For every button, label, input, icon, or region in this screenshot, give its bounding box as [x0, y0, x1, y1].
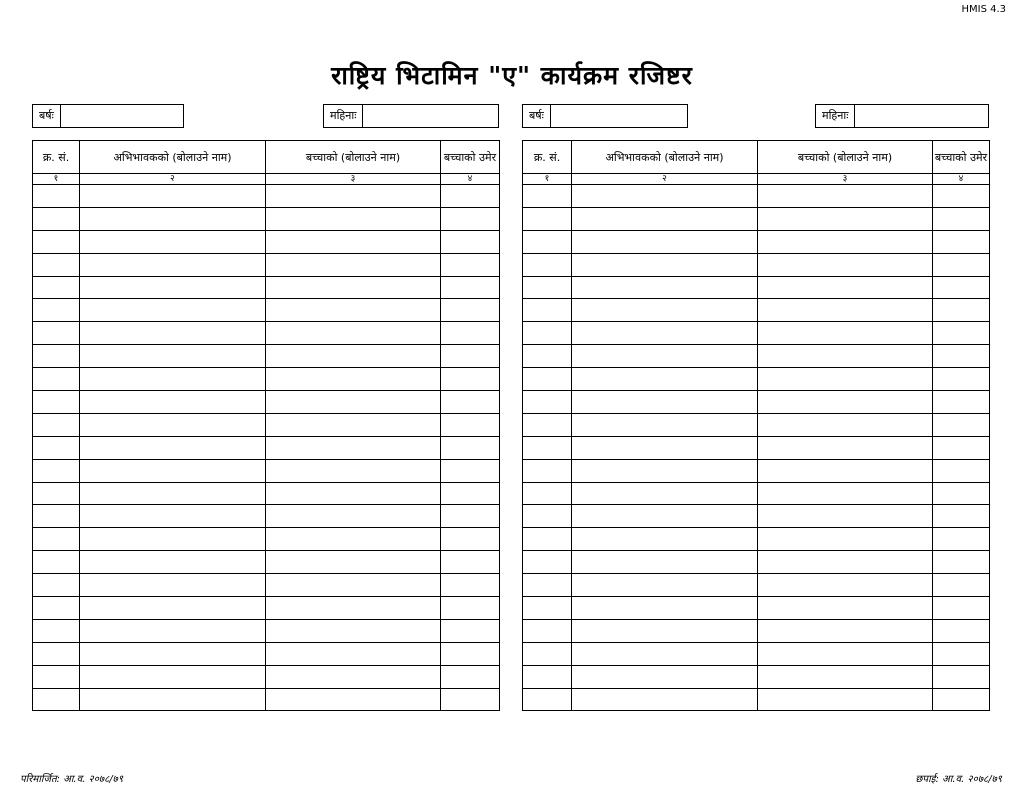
blank-cell[interactable]	[33, 574, 80, 597]
blank-cell[interactable]	[933, 528, 990, 551]
blank-cell[interactable]	[523, 482, 572, 505]
blank-cell[interactable]	[80, 368, 266, 391]
blank-cell[interactable]	[572, 299, 758, 322]
month-field	[815, 104, 989, 128]
blank-cell[interactable]	[758, 185, 933, 208]
blank-cell[interactable]	[266, 619, 441, 642]
blank-cell[interactable]	[758, 642, 933, 665]
table-row	[33, 230, 500, 253]
blank-cell[interactable]	[441, 207, 500, 230]
blank-cell[interactable]	[572, 436, 758, 459]
table-row	[33, 688, 500, 711]
blank-cell[interactable]	[80, 299, 266, 322]
blank-cell[interactable]	[572, 253, 758, 276]
blank-cell[interactable]	[572, 185, 758, 208]
blank-cell[interactable]	[933, 436, 990, 459]
blank-cell[interactable]	[266, 413, 441, 436]
blank-cell[interactable]	[80, 322, 266, 345]
blank-cell[interactable]	[572, 230, 758, 253]
blank-cell[interactable]	[758, 322, 933, 345]
month-label: महिनाः	[324, 105, 363, 127]
blank-cell[interactable]	[572, 688, 758, 711]
blank-cell[interactable]	[441, 299, 500, 322]
table-row	[523, 322, 990, 345]
table-row	[33, 299, 500, 322]
blank-cell[interactable]	[266, 207, 441, 230]
blank-cell[interactable]	[572, 574, 758, 597]
blank-cell[interactable]	[523, 436, 572, 459]
blank-cell[interactable]	[266, 574, 441, 597]
blank-cell[interactable]	[33, 391, 80, 414]
blank-cell[interactable]	[758, 505, 933, 528]
blank-cell[interactable]	[33, 619, 80, 642]
blank-cell[interactable]	[33, 505, 80, 528]
blank-cell[interactable]	[758, 253, 933, 276]
blank-cell[interactable]	[33, 368, 80, 391]
table-row	[33, 322, 500, 345]
blank-cell[interactable]	[266, 528, 441, 551]
blank-cell[interactable]	[758, 391, 933, 414]
table-row	[33, 528, 500, 551]
blank-cell[interactable]	[933, 551, 990, 574]
blank-cell[interactable]	[572, 276, 758, 299]
col-child-header: बच्चाको (बोलाउने नाम)	[758, 141, 933, 174]
table-row	[523, 207, 990, 230]
blank-cell[interactable]	[441, 391, 500, 414]
blank-cell[interactable]	[441, 459, 500, 482]
blank-cell[interactable]	[80, 413, 266, 436]
blank-cell[interactable]	[758, 597, 933, 620]
blank-cell[interactable]	[523, 574, 572, 597]
table-row	[33, 505, 500, 528]
table-row	[523, 413, 990, 436]
blank-cell[interactable]	[266, 505, 441, 528]
blank-cell[interactable]	[523, 688, 572, 711]
blank-cell[interactable]	[758, 528, 933, 551]
blank-cell[interactable]	[266, 253, 441, 276]
blank-cell[interactable]	[523, 391, 572, 414]
blank-cell[interactable]	[441, 276, 500, 299]
col-serial-header: क्र. सं.	[523, 141, 572, 174]
blank-cell[interactable]	[80, 436, 266, 459]
blank-cell[interactable]	[933, 253, 990, 276]
table-row	[523, 574, 990, 597]
table-row	[33, 391, 500, 414]
blank-cell[interactable]	[80, 528, 266, 551]
blank-cell[interactable]	[933, 345, 990, 368]
table-row	[33, 619, 500, 642]
year-label: बर्षः	[523, 105, 551, 127]
col-age-header: बच्चाको उमेर	[441, 141, 500, 174]
table-row	[33, 276, 500, 299]
blank-cell[interactable]	[80, 391, 266, 414]
register-table	[522, 140, 990, 711]
blank-cell[interactable]	[758, 688, 933, 711]
table-row	[33, 368, 500, 391]
printed-note: छपाई: आ.व. २०७८/७९	[915, 774, 1002, 785]
table-row	[33, 185, 500, 208]
blank-cell[interactable]	[80, 574, 266, 597]
blank-cell[interactable]	[758, 482, 933, 505]
blank-cell[interactable]	[266, 276, 441, 299]
blank-cell[interactable]	[523, 665, 572, 688]
header-row	[33, 141, 500, 174]
blank-cell[interactable]	[933, 688, 990, 711]
blank-cell[interactable]	[933, 230, 990, 253]
table-row	[33, 482, 500, 505]
blank-cell[interactable]	[572, 619, 758, 642]
column-number-row	[523, 174, 990, 185]
blank-cell[interactable]	[523, 368, 572, 391]
table-row	[523, 619, 990, 642]
table-row	[523, 528, 990, 551]
blank-cell[interactable]	[933, 574, 990, 597]
blank-cell[interactable]	[441, 185, 500, 208]
blank-cell[interactable]	[758, 551, 933, 574]
blank-cell[interactable]	[33, 642, 80, 665]
blank-cell[interactable]	[572, 482, 758, 505]
blank-cell[interactable]	[33, 551, 80, 574]
blank-cell[interactable]	[33, 665, 80, 688]
blank-cell[interactable]	[33, 299, 80, 322]
table-row	[33, 253, 500, 276]
blank-cell[interactable]	[572, 597, 758, 620]
col-child-header: बच्चाको (बोलाउने नाम)	[266, 141, 441, 174]
table-row	[523, 505, 990, 528]
blank-cell[interactable]	[523, 299, 572, 322]
table-row	[33, 207, 500, 230]
blank-cell[interactable]	[33, 207, 80, 230]
blank-cell[interactable]	[80, 482, 266, 505]
blank-cell[interactable]	[266, 688, 441, 711]
table-row	[523, 391, 990, 414]
blank-cell[interactable]	[266, 185, 441, 208]
blank-cell[interactable]	[441, 368, 500, 391]
header-row	[523, 141, 990, 174]
table-row	[523, 368, 990, 391]
blank-cell[interactable]	[33, 322, 80, 345]
table-row	[33, 551, 500, 574]
blank-cell[interactable]	[33, 253, 80, 276]
col-number: १	[523, 174, 572, 185]
blank-cell[interactable]	[441, 253, 500, 276]
blank-cell[interactable]	[572, 528, 758, 551]
blank-cell[interactable]	[523, 185, 572, 208]
blank-cell[interactable]	[933, 185, 990, 208]
blank-cell[interactable]	[933, 413, 990, 436]
blank-cell[interactable]	[80, 551, 266, 574]
blank-cell[interactable]	[33, 459, 80, 482]
blank-cell[interactable]	[266, 459, 441, 482]
year-label: बर्षः	[33, 105, 61, 127]
blank-cell[interactable]	[80, 185, 266, 208]
blank-cell[interactable]	[933, 322, 990, 345]
blank-cell[interactable]	[266, 322, 441, 345]
blank-cell[interactable]	[266, 391, 441, 414]
table-row	[33, 665, 500, 688]
table-row	[33, 642, 500, 665]
blank-cell[interactable]	[933, 459, 990, 482]
blank-cell[interactable]	[933, 642, 990, 665]
blank-cell[interactable]	[80, 345, 266, 368]
blank-cell[interactable]	[80, 619, 266, 642]
blank-cell[interactable]	[441, 413, 500, 436]
blank-cell[interactable]	[758, 276, 933, 299]
blank-cell[interactable]	[758, 665, 933, 688]
blank-cell[interactable]	[266, 597, 441, 620]
blank-cell[interactable]	[523, 413, 572, 436]
year-field	[522, 104, 688, 128]
blank-cell[interactable]	[933, 276, 990, 299]
blank-cell[interactable]	[441, 528, 500, 551]
table-row	[523, 459, 990, 482]
col-number: ३	[758, 174, 933, 185]
blank-cell[interactable]	[523, 528, 572, 551]
blank-cell[interactable]	[80, 688, 266, 711]
blank-cell[interactable]	[758, 413, 933, 436]
blank-cell[interactable]	[523, 230, 572, 253]
col-number: ३	[266, 174, 441, 185]
blank-cell[interactable]	[758, 619, 933, 642]
blank-cell[interactable]	[80, 597, 266, 620]
blank-cell[interactable]	[758, 299, 933, 322]
table-row	[523, 253, 990, 276]
blank-cell[interactable]	[523, 207, 572, 230]
blank-cell[interactable]	[266, 345, 441, 368]
blank-cell[interactable]	[33, 276, 80, 299]
blank-cell[interactable]	[80, 253, 266, 276]
revised-note: परिमार्जित: आ.व. २०७८/७९	[20, 774, 124, 785]
table-row	[33, 436, 500, 459]
year-input[interactable]	[61, 105, 183, 127]
blank-cell[interactable]	[33, 528, 80, 551]
blank-cell[interactable]	[33, 185, 80, 208]
blank-cell[interactable]	[572, 391, 758, 414]
blank-cell[interactable]	[266, 642, 441, 665]
col-number: १	[33, 174, 80, 185]
blank-cell[interactable]	[266, 436, 441, 459]
table-row	[523, 688, 990, 711]
blank-cell[interactable]	[33, 230, 80, 253]
blank-cell[interactable]	[933, 299, 990, 322]
blank-cell[interactable]	[33, 597, 80, 620]
blank-cell[interactable]	[758, 207, 933, 230]
blank-cell[interactable]	[758, 368, 933, 391]
table-row	[33, 345, 500, 368]
register-table	[32, 140, 500, 711]
blank-cell[interactable]	[572, 345, 758, 368]
blank-cell[interactable]	[441, 551, 500, 574]
blank-cell[interactable]	[572, 551, 758, 574]
table-row	[523, 482, 990, 505]
form-code: HMIS 4.3	[961, 4, 1006, 15]
month-label: महिनाः	[816, 105, 855, 127]
blank-cell[interactable]	[523, 505, 572, 528]
blank-cell[interactable]	[933, 368, 990, 391]
col-age-header: बच्चाको उमेर	[933, 141, 990, 174]
col-number: २	[572, 174, 758, 185]
blank-cell[interactable]	[572, 207, 758, 230]
table-row	[33, 459, 500, 482]
table-row	[33, 597, 500, 620]
blank-cell[interactable]	[441, 230, 500, 253]
table-row	[523, 276, 990, 299]
blank-cell[interactable]	[523, 551, 572, 574]
blank-cell[interactable]	[441, 665, 500, 688]
col-number: ४	[441, 174, 500, 185]
blank-cell[interactable]	[758, 436, 933, 459]
blank-cell[interactable]	[523, 345, 572, 368]
table-row	[523, 665, 990, 688]
blank-cell[interactable]	[758, 574, 933, 597]
blank-cell[interactable]	[441, 436, 500, 459]
blank-cell[interactable]	[933, 207, 990, 230]
blank-cell[interactable]	[266, 299, 441, 322]
blank-cell[interactable]	[572, 322, 758, 345]
blank-cell[interactable]	[266, 551, 441, 574]
table-row	[523, 230, 990, 253]
blank-cell[interactable]	[441, 597, 500, 620]
blank-cell[interactable]	[523, 322, 572, 345]
blank-cell[interactable]	[572, 642, 758, 665]
table-row	[523, 551, 990, 574]
blank-cell[interactable]	[572, 413, 758, 436]
blank-cell[interactable]	[933, 505, 990, 528]
month-field	[323, 104, 499, 128]
col-serial-header: क्र. सं.	[33, 141, 80, 174]
blank-cell[interactable]	[80, 207, 266, 230]
blank-cell[interactable]	[523, 642, 572, 665]
table-row	[33, 574, 500, 597]
blank-cell[interactable]	[266, 368, 441, 391]
blank-cell[interactable]	[80, 505, 266, 528]
blank-cell[interactable]	[441, 574, 500, 597]
year-field	[32, 104, 184, 128]
table-row	[523, 597, 990, 620]
blank-cell[interactable]	[572, 665, 758, 688]
blank-cell[interactable]	[441, 619, 500, 642]
blank-cell[interactable]	[523, 597, 572, 620]
col-guardian-header: अभिभावकको (बोलाउने नाम)	[80, 141, 266, 174]
table-row	[523, 185, 990, 208]
blank-cell[interactable]	[523, 619, 572, 642]
table-row	[523, 642, 990, 665]
blank-cell[interactable]	[758, 230, 933, 253]
blank-cell[interactable]	[441, 505, 500, 528]
table-row	[523, 299, 990, 322]
blank-cell[interactable]	[933, 597, 990, 620]
blank-cell[interactable]	[572, 459, 758, 482]
blank-cell[interactable]	[441, 688, 500, 711]
blank-cell[interactable]	[80, 276, 266, 299]
blank-cell[interactable]	[80, 642, 266, 665]
year-input[interactable]	[551, 105, 687, 127]
blank-cell[interactable]	[441, 482, 500, 505]
month-input[interactable]	[855, 105, 988, 127]
blank-cell[interactable]	[441, 642, 500, 665]
blank-cell[interactable]	[80, 459, 266, 482]
blank-cell[interactable]	[523, 276, 572, 299]
blank-cell[interactable]	[266, 482, 441, 505]
blank-cell[interactable]	[33, 345, 80, 368]
blank-cell[interactable]	[572, 505, 758, 528]
blank-cell[interactable]	[933, 482, 990, 505]
blank-cell[interactable]	[523, 459, 572, 482]
blank-cell[interactable]	[33, 436, 80, 459]
column-number-row	[33, 174, 500, 185]
page-title: राष्ट्रिय भिटामिन "ए" कार्यक्रम रजिष्टर	[331, 61, 693, 90]
blank-cell[interactable]	[933, 665, 990, 688]
blank-cell[interactable]	[33, 688, 80, 711]
blank-cell[interactable]	[523, 253, 572, 276]
col-guardian-header: अभिभावकको (बोलाउने नाम)	[572, 141, 758, 174]
table-row	[523, 436, 990, 459]
month-input[interactable]	[363, 105, 498, 127]
blank-cell[interactable]	[933, 391, 990, 414]
blank-cell[interactable]	[266, 665, 441, 688]
blank-cell[interactable]	[572, 368, 758, 391]
blank-cell[interactable]	[933, 619, 990, 642]
table-row	[33, 413, 500, 436]
blank-cell[interactable]	[441, 322, 500, 345]
blank-cell[interactable]	[80, 230, 266, 253]
col-number: २	[80, 174, 266, 185]
blank-cell[interactable]	[33, 413, 80, 436]
blank-cell[interactable]	[758, 459, 933, 482]
blank-cell[interactable]	[80, 665, 266, 688]
blank-cell[interactable]	[266, 230, 441, 253]
table-row	[523, 345, 990, 368]
col-number: ४	[933, 174, 990, 185]
blank-cell[interactable]	[758, 345, 933, 368]
blank-cell[interactable]	[441, 345, 500, 368]
blank-cell[interactable]	[33, 482, 80, 505]
